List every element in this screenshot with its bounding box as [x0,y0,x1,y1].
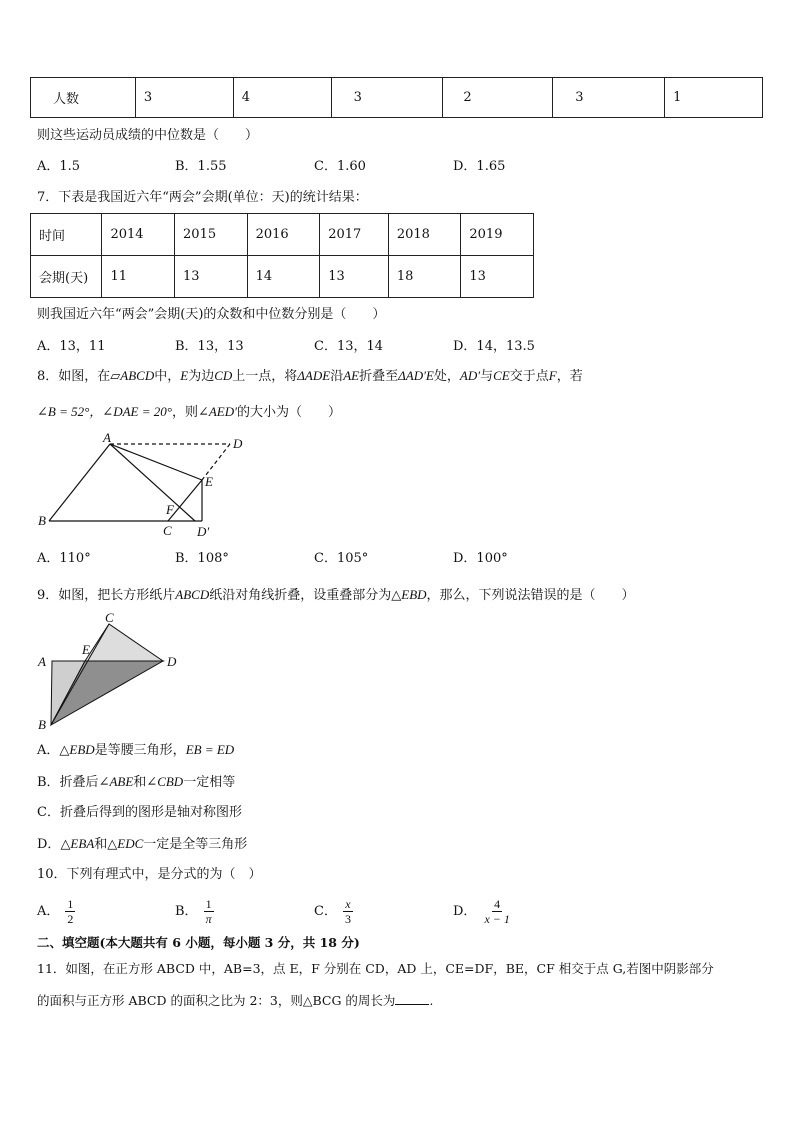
q9-opt-text: 和 [133,775,147,790]
q9-opt-text: A． [37,743,60,758]
days-cell: 14 [247,256,320,298]
q11-line2 [37,992,433,1010]
year-cell: 2014 [102,214,175,256]
q6-option-c[interactable]: C．1.60 [314,159,366,174]
q9-label-c: C [105,610,114,625]
fraction [482,897,511,926]
q6-option-d[interactable]: D．1.65 [453,159,506,174]
q8-label-d: D [233,436,243,451]
q9-text: 纸沿对角线折叠，设重叠部分为 [209,588,392,603]
q10-opt-label: A． [37,904,60,919]
q10-option-b[interactable] [175,894,214,930]
numerator: 4 [494,897,501,911]
year-cell: 2017 [320,214,389,256]
q8-math: ∠AED′ [197,404,237,419]
answer-blank[interactable] [395,992,429,1005]
q9-label-a: A [38,654,46,669]
year-cell: 2018 [388,214,461,256]
q9-math: ABCD [175,587,210,602]
q8-label-a: A [103,430,111,445]
q8-math: CE [493,368,510,383]
fraction [65,897,75,926]
q8-math: AD′ [459,368,481,383]
q7-option-c[interactable]: C．13，14 [314,339,384,354]
q8-label-e: E [205,474,213,489]
q9-opt-text: 是等腰三角形， [94,743,186,758]
q10-option-c[interactable] [314,894,353,930]
days-cell: 18 [388,256,461,298]
q8-option-a[interactable]: A．110° [37,551,91,566]
q6-stem: 则这些运动员成绩的中位数是（ ） [37,128,259,143]
q9-opt-math: △EBD [59,742,95,757]
section-heading: 二、填空题(本大题共有 6 小题，每小题 3 分，共 18 分) [37,935,360,950]
q8-math: ∠B = 52°，∠DAE = 20° [37,404,172,419]
q9-opt-text: D． [37,837,61,852]
numerator: 1 [67,897,74,911]
q8-label-dprime: D′ [197,524,210,539]
q8-text: ，则 [171,405,198,420]
q9-opt-math: ∠CBD [146,774,184,789]
q8-text: 上一点，将 [232,369,298,384]
fraction [204,897,214,926]
denominator: 2 [67,912,74,926]
row-label: 人数 [31,78,136,118]
q9-triangle-cde [85,624,163,661]
days-cell: 13 [461,256,534,298]
q9-math: △EBD [391,587,427,602]
q9-option-d[interactable] [37,835,247,854]
q10-stem: 10．下列有理式中，是分式的为（ ） [37,867,262,882]
q8-edge [49,444,110,521]
q7-option-b[interactable]: B．13，13 [175,339,244,354]
q9-text: 9．如图，把长方形纸片 [37,588,176,603]
q8-label-f: F [166,502,174,517]
q9-label-b: B [38,717,46,732]
q7-question: 则我国近六年“两会”会期(天)的众数和中位数分别是（ ） [37,307,386,322]
year-cell: 2016 [247,214,320,256]
q8-math: ΔAD′E [398,368,434,383]
q9-opt-math: △EBA [60,836,95,851]
q7-option-a[interactable]: A．13，11 [37,339,106,354]
table-header-label: 时间 [31,214,102,256]
session-table [30,213,534,298]
q9-option-a[interactable] [37,741,234,760]
year-cell: 2015 [175,214,248,256]
q8-math: F [548,368,557,383]
q9-label-e: E [82,642,90,657]
days-cell: 13 [320,256,389,298]
q9-figure [30,608,190,732]
table-row [31,214,534,256]
score-table [30,77,763,118]
q8-figure [30,428,260,543]
q8-text: 与 [480,369,494,384]
q7-stem: 7．下表是我国近六年“两会”会期(单位：天)的统计结果： [37,190,368,205]
table-cell: 4 [233,78,331,118]
q8-text: 折叠至 [359,369,399,384]
q8-stem-line2 [37,403,341,422]
q9-opt-math: EB = ED [185,742,235,757]
q6-option-a[interactable]: A．1.5 [37,159,81,174]
q10-option-d[interactable] [453,894,512,930]
q8-math: AE [343,368,360,383]
q8-option-c[interactable]: C．105° [314,551,369,566]
q8-option-d[interactable]: D．100° [453,551,508,566]
days-cell: 13 [175,256,248,298]
denominator: π [205,912,212,926]
q9-opt-math: ∠ABE [98,774,134,789]
q11-line1: 11．如图，在正方形 ABCD 中，AB=3，点 E，F 分别在 CD，AD 上，CE=DF，BE，CF 相交于点 G,若图中阴影部分 [37,961,714,976]
table-cell: 1 [665,78,763,118]
q10-option-a[interactable] [37,894,75,930]
table-row-label: 会期(天) [31,256,102,298]
q9-label-d: D [167,654,177,669]
q8-math: ▱ABCD [110,368,155,383]
q8-math: E [180,368,189,383]
q8-math: CD [214,368,233,383]
q9-opt-text: C．折叠后得到的图形是轴对称图形 [37,805,242,820]
year-cell: 2019 [461,214,534,256]
q8-text: 沿 [330,369,344,384]
q8-text: 的大小为（ ） [236,405,341,420]
q8-label-b: B [38,513,46,528]
table-row [31,78,763,118]
table-cell: 3 [331,78,443,118]
denominator: 3 [344,912,351,926]
numerator: 1 [205,897,212,911]
q8-edge [110,444,202,480]
q8-option-b[interactable]: B．108° [175,551,229,566]
q8-text: 中， [154,369,181,384]
numerator: x [345,897,351,911]
q8-text: 8．如图，在 [37,369,111,384]
q11-text: . [429,993,434,1008]
q9-text: ，那么，下列说法错误的是（ ） [426,588,635,603]
days-cell: 11 [102,256,175,298]
q9-opt-math: △EDC [107,836,144,851]
q9-opt-text: B．折叠后 [37,775,99,790]
q8-label-c: C [163,523,172,538]
q7-option-d[interactable]: D．14，13.5 [453,339,535,354]
fraction [343,897,353,926]
q10-opt-label: C． [314,904,337,919]
table-cell: 3 [135,78,233,118]
q9-opt-text: 一定是全等三角形 [143,837,248,852]
denominator: x − 1 [484,912,510,926]
q6-option-b[interactable]: B．1.55 [175,159,227,174]
q9-option-c[interactable] [37,804,242,822]
q10-opt-label: D． [453,904,477,919]
table-cell: 2 [443,78,553,118]
q8-text: 处， [433,369,460,384]
q9-stem [37,586,635,605]
q8-stem-line1 [37,367,583,386]
q9-opt-text: 一定相等 [183,775,236,790]
q11-text: 的面积与正方形 ABCD 的面积之比为 2：3，则△BCG 的周长为 [37,993,396,1008]
q8-text: 为边 [188,369,215,384]
q10-opt-label: B． [175,904,198,919]
table-cell: 3 [553,78,665,118]
table-row [31,256,534,298]
q8-edge [110,444,195,521]
q8-text: ，若 [556,369,583,384]
q8-text: 交于点 [509,369,549,384]
q9-option-b[interactable] [37,773,235,792]
q8-math: ΔADE [297,368,331,383]
q9-opt-text: 和 [94,837,108,852]
